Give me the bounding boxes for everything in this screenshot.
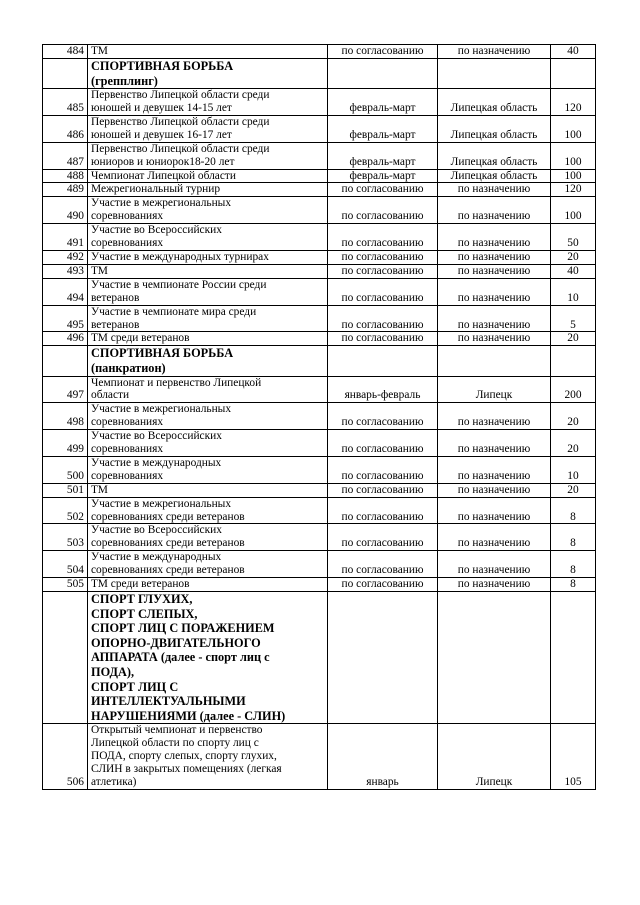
- table-row: [43, 403, 596, 430]
- table-row: [43, 89, 596, 116]
- row-number: 485: [43, 89, 88, 116]
- participant-count: 8: [551, 497, 596, 524]
- event-place: по назначению: [438, 45, 551, 59]
- participant-count: 200: [551, 376, 596, 403]
- event-place: по назначению: [438, 183, 551, 197]
- section-title: СПОРТИВНАЯ БОРЬБА (панкратион): [88, 346, 328, 376]
- event-dates: по согласованию: [328, 332, 438, 346]
- table-row: [43, 430, 596, 457]
- event-dates: по согласованию: [328, 183, 438, 197]
- table-row: [43, 224, 596, 251]
- event-name: ТМ среди ветеранов: [88, 578, 328, 592]
- section-header-row: [43, 592, 596, 724]
- table-row: [43, 524, 596, 551]
- event-place: по назначению: [438, 497, 551, 524]
- participant-count: 105: [551, 724, 596, 790]
- event-name: Открытый чемпионат и первенство Липецкой области по спорту лиц с ПОДА, спорту слепых, спорту глухих, СЛИН в закрытых помещениях (легкая атлетика): [88, 724, 328, 790]
- event-place: по назначению: [438, 430, 551, 457]
- row-number: 487: [43, 142, 88, 169]
- event-name: ТМ: [88, 264, 328, 278]
- participant-count: 100: [551, 142, 596, 169]
- event-place: Липецкая область: [438, 142, 551, 169]
- row-number: 492: [43, 250, 88, 264]
- event-place: по назначению: [438, 264, 551, 278]
- participant-count: 10: [551, 278, 596, 305]
- event-dates: по согласованию: [328, 403, 438, 430]
- event-dates: по согласованию: [328, 264, 438, 278]
- section-header-row: [43, 346, 596, 376]
- participant-count: 20: [551, 483, 596, 497]
- row-number: 495: [43, 305, 88, 332]
- table-row: [43, 169, 596, 183]
- row-number: 486: [43, 115, 88, 142]
- event-place: Липецкая область: [438, 169, 551, 183]
- event-dates: по согласованию: [328, 224, 438, 251]
- event-place: Липецкая область: [438, 115, 551, 142]
- event-dates: по согласованию: [328, 250, 438, 264]
- event-name: Участие во Всероссийских соревнованиях: [88, 430, 328, 457]
- participant-count: 40: [551, 45, 596, 59]
- row-number: 506: [43, 724, 88, 790]
- event-dates: по согласованию: [328, 524, 438, 551]
- event-name: Участие в межрегиональных соревнованиях: [88, 197, 328, 224]
- event-place: по назначению: [438, 224, 551, 251]
- section-header-row: [43, 58, 596, 88]
- empty-cell: [43, 346, 88, 376]
- event-place: Липецк: [438, 376, 551, 403]
- event-dates: по согласованию: [328, 456, 438, 483]
- table-row: [43, 332, 596, 346]
- event-place: по назначению: [438, 578, 551, 592]
- participant-count: 10: [551, 456, 596, 483]
- event-dates: январь-февраль: [328, 376, 438, 403]
- event-name: Участие в международных соревнованиях среди ветеранов: [88, 551, 328, 578]
- table-row: [43, 142, 596, 169]
- event-name: Первенство Липецкой области среди юношей и девушек 14-15 лет: [88, 89, 328, 116]
- event-name: Участие в чемпионате мира среди ветеранов: [88, 305, 328, 332]
- event-dates: по согласованию: [328, 497, 438, 524]
- events-table: [42, 44, 596, 790]
- event-place: по назначению: [438, 305, 551, 332]
- row-number: 490: [43, 197, 88, 224]
- row-number: 484: [43, 45, 88, 59]
- event-name: Участие во Всероссийских соревнованиях: [88, 224, 328, 251]
- event-dates: по согласованию: [328, 197, 438, 224]
- participant-count: 20: [551, 332, 596, 346]
- empty-cell: [328, 592, 438, 724]
- event-place: Липецкая область: [438, 89, 551, 116]
- row-number: 505: [43, 578, 88, 592]
- row-number: 498: [43, 403, 88, 430]
- table-row: [43, 250, 596, 264]
- event-name: Участие в международных турнирах: [88, 250, 328, 264]
- table-row: [43, 45, 596, 59]
- empty-cell: [551, 592, 596, 724]
- row-number: 497: [43, 376, 88, 403]
- event-place: по назначению: [438, 332, 551, 346]
- event-name: Первенство Липецкой области среди юношей и девушек 16-17 лет: [88, 115, 328, 142]
- event-dates: по согласованию: [328, 578, 438, 592]
- participant-count: 5: [551, 305, 596, 332]
- row-number: 502: [43, 497, 88, 524]
- event-name: Чемпионат Липецкой области: [88, 169, 328, 183]
- table-row: [43, 551, 596, 578]
- table-row: [43, 183, 596, 197]
- participant-count: 100: [551, 197, 596, 224]
- participant-count: 20: [551, 403, 596, 430]
- participant-count: 120: [551, 89, 596, 116]
- table-row: [43, 376, 596, 403]
- events-table-body: [43, 45, 596, 790]
- event-place: по назначению: [438, 456, 551, 483]
- empty-cell: [551, 346, 596, 376]
- empty-cell: [438, 592, 551, 724]
- participant-count: 100: [551, 115, 596, 142]
- row-number: 503: [43, 524, 88, 551]
- event-place: по назначению: [438, 278, 551, 305]
- event-name: ТМ среди ветеранов: [88, 332, 328, 346]
- event-dates: февраль-март: [328, 142, 438, 169]
- table-row: [43, 483, 596, 497]
- event-place: Липецк: [438, 724, 551, 790]
- row-number: 488: [43, 169, 88, 183]
- row-number: 500: [43, 456, 88, 483]
- event-name: Чемпионат и первенство Липецкой области: [88, 376, 328, 403]
- row-number: 504: [43, 551, 88, 578]
- participant-count: 8: [551, 551, 596, 578]
- event-dates: по согласованию: [328, 551, 438, 578]
- participant-count: 50: [551, 224, 596, 251]
- table-row: [43, 264, 596, 278]
- row-number: 496: [43, 332, 88, 346]
- table-row: [43, 578, 596, 592]
- event-name: Участие в чемпионате России среди ветеранов: [88, 278, 328, 305]
- section-title: СПОРТ ГЛУХИХ, СПОРТ СЛЕПЫХ, СПОРТ ЛИЦ С ПОРАЖЕНИЕМ ОПОРНО-ДВИГАТЕЛЬНОГО АППАРАТА (далее - спорт лиц с ПОДА), СПОРТ ЛИЦ С ИНТЕЛЛЕКТУАЛЬНЫМИ НАРУШЕНИЯМИ (далее - СЛИН): [88, 592, 328, 724]
- empty-cell: [328, 346, 438, 376]
- event-name: ТМ: [88, 45, 328, 59]
- event-dates: февраль-март: [328, 115, 438, 142]
- row-number: 491: [43, 224, 88, 251]
- row-number: 501: [43, 483, 88, 497]
- participant-count: 100: [551, 169, 596, 183]
- participant-count: 120: [551, 183, 596, 197]
- event-name: Межрегиональный турнир: [88, 183, 328, 197]
- table-row: [43, 278, 596, 305]
- table-row: [43, 456, 596, 483]
- participant-count: 20: [551, 430, 596, 457]
- event-dates: по согласованию: [328, 305, 438, 332]
- event-name: ТМ: [88, 483, 328, 497]
- event-place: по назначению: [438, 483, 551, 497]
- table-row: [43, 724, 596, 790]
- row-number: 493: [43, 264, 88, 278]
- event-name: Участие в межрегиональных соревнованиях среди ветеранов: [88, 497, 328, 524]
- empty-cell: [438, 58, 551, 88]
- table-row: [43, 197, 596, 224]
- table-row: [43, 305, 596, 332]
- event-name: Участие во Всероссийских соревнованиях среди ветеранов: [88, 524, 328, 551]
- table-row: [43, 497, 596, 524]
- event-name: Участие в международных соревнованиях: [88, 456, 328, 483]
- row-number: 494: [43, 278, 88, 305]
- event-dates: по согласованию: [328, 483, 438, 497]
- empty-cell: [328, 58, 438, 88]
- empty-cell: [43, 58, 88, 88]
- participant-count: 40: [551, 264, 596, 278]
- empty-cell: [438, 346, 551, 376]
- event-dates: по согласованию: [328, 430, 438, 457]
- event-place: по назначению: [438, 551, 551, 578]
- table-row: [43, 115, 596, 142]
- event-dates: февраль-март: [328, 169, 438, 183]
- event-dates: по согласованию: [328, 45, 438, 59]
- empty-cell: [551, 58, 596, 88]
- section-title: СПОРТИВНАЯ БОРЬБА (грепплинг): [88, 58, 328, 88]
- row-number: 489: [43, 183, 88, 197]
- event-place: по назначению: [438, 197, 551, 224]
- event-dates: январь: [328, 724, 438, 790]
- participant-count: 8: [551, 578, 596, 592]
- event-dates: февраль-март: [328, 89, 438, 116]
- event-place: по назначению: [438, 524, 551, 551]
- participant-count: 8: [551, 524, 596, 551]
- row-number: 499: [43, 430, 88, 457]
- event-name: Первенство Липецкой области среди юниоров и юниорок18-20 лет: [88, 142, 328, 169]
- event-dates: по согласованию: [328, 278, 438, 305]
- event-place: по назначению: [438, 250, 551, 264]
- event-name: Участие в межрегиональных соревнованиях: [88, 403, 328, 430]
- empty-cell: [43, 592, 88, 724]
- event-place: по назначению: [438, 403, 551, 430]
- participant-count: 20: [551, 250, 596, 264]
